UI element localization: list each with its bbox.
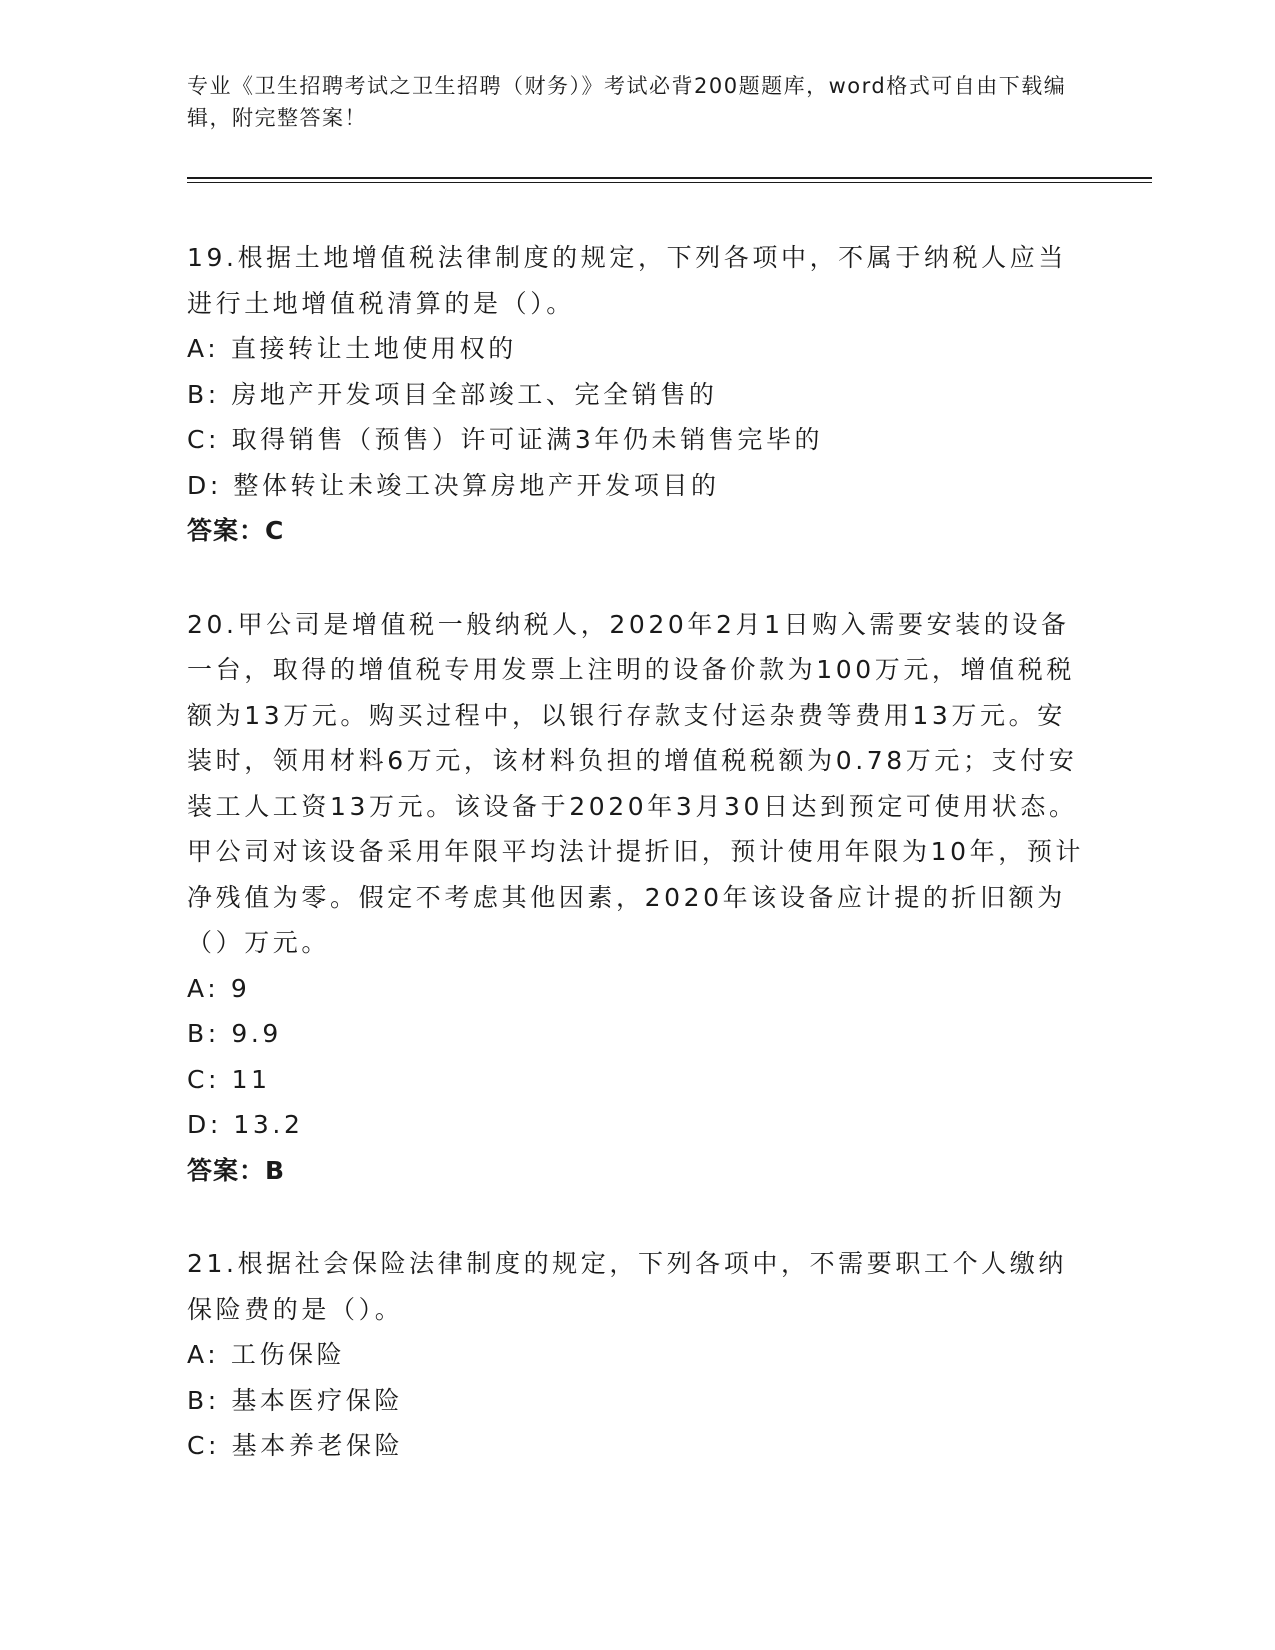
option-text: 9.9 — [231, 1019, 282, 1048]
answer-value: B — [265, 1155, 286, 1185]
option-b — [187, 1378, 1087, 1424]
option-b — [187, 372, 1087, 418]
answer-line — [187, 1148, 1087, 1194]
question-20 — [187, 602, 1087, 1194]
question-stem — [187, 1241, 1087, 1332]
option-text: 基本医疗保险 — [231, 1385, 403, 1415]
option-letter: B: — [187, 1019, 220, 1048]
option-text: 9 — [230, 973, 251, 1003]
option-a — [187, 966, 1087, 1012]
document-header — [187, 70, 1067, 134]
header-title: 专业《卫生招聘考试之卫生招聘（财务）》考试必背200题题库，word格式可自由下载编辑，附完整答案！ — [187, 74, 1067, 130]
question-stem — [187, 602, 1087, 966]
option-d — [187, 1102, 1087, 1148]
option-text: 基本养老保险 — [231, 1431, 404, 1460]
option-text: 房地产开发项目全部竣工、完全销售的 — [231, 379, 718, 409]
option-c — [187, 1423, 1087, 1469]
option-a — [187, 1332, 1087, 1378]
question-number: 21. — [187, 1249, 238, 1278]
option-c — [187, 417, 1087, 463]
option-text: 13.2 — [233, 1110, 304, 1139]
option-letter: D: — [187, 470, 222, 500]
option-letter: D: — [187, 1110, 222, 1139]
header-divider-thin — [187, 182, 1152, 183]
answer-label: 答案： — [187, 516, 266, 545]
option-c — [187, 1057, 1087, 1103]
question-text: 根据土地增值税法律制度的规定，下列各项中，不属于纳税人应当进行土地增值税清算的是（）。 — [187, 243, 1067, 318]
header-divider-thick — [187, 177, 1152, 179]
question-stem — [187, 235, 1087, 326]
option-letter: B: — [187, 379, 220, 409]
question-21 — [187, 1241, 1087, 1469]
option-letter: A: — [187, 1340, 220, 1369]
option-letter: C: — [187, 1064, 221, 1094]
question-list — [187, 235, 1087, 1517]
option-text: 取得销售（预售）许可证满3年仍未销售完毕的 — [231, 425, 824, 454]
option-letter: B: — [187, 1385, 220, 1415]
question-text: 根据社会保险法律制度的规定，下列各项中，不需要职工个人缴纳保险费的是（）。 — [187, 1249, 1067, 1324]
option-text: 工伤保险 — [230, 1340, 346, 1369]
option-text: 直接转让土地使用权的 — [230, 334, 517, 363]
option-a — [187, 326, 1087, 372]
option-text: 整体转让未竣工决算房地产开发项目的 — [233, 470, 720, 500]
option-d — [187, 463, 1087, 509]
option-letter: A: — [187, 973, 220, 1003]
answer-line — [187, 508, 1087, 554]
option-text: 11 — [231, 1064, 271, 1094]
question-number: 20. — [187, 609, 238, 639]
question-number: 19. — [187, 243, 238, 272]
option-b — [187, 1011, 1087, 1057]
answer-value: C — [265, 516, 285, 545]
option-letter: C: — [187, 1431, 221, 1460]
question-19 — [187, 235, 1087, 554]
answer-label: 答案： — [187, 1155, 266, 1185]
option-letter: A: — [187, 334, 220, 363]
option-letter: C: — [187, 425, 221, 454]
question-text: 甲公司是增值税一般纳税人，2020年2月1日购入需要安装的设备一台，取得的增值税专用发票上注明的设备价款为100万元，增值税税额为13万元。购买过程中，以银行存款支付运杂费等费用13万元。安装时，领用材料6万元，该材料负担的增值税税额为0.78万元；支付安装工人工资13万元。该设备于2020年3月30日达到预定可使用状态。甲公司对该设备采用年限平均法计提折旧，预计使用年限为10年，预计净残值为零。假定不考虑其他因素，2020年该设备应计提的折旧额为（）万元。 — [187, 609, 1085, 957]
